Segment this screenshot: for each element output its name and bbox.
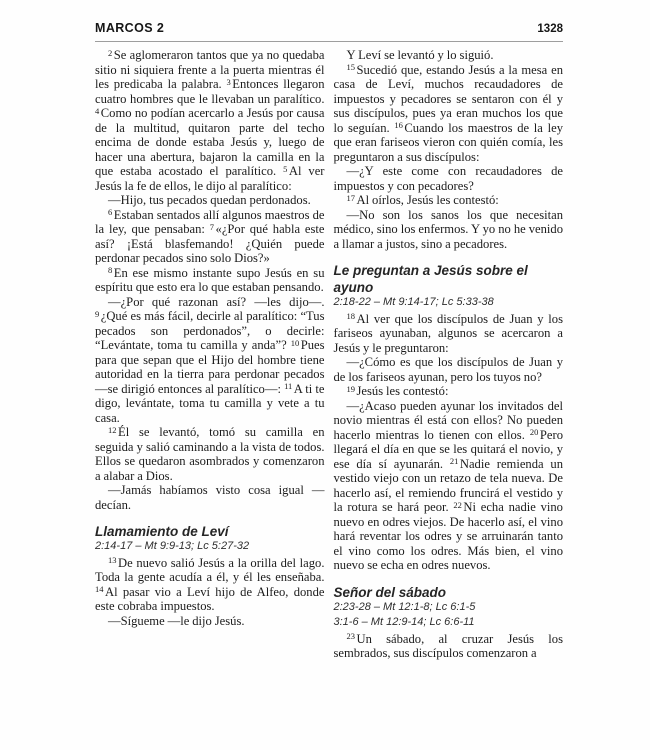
section-heading: Le preguntan a Jesús sobre el ayuno	[333, 263, 528, 295]
dialogue-paragraph: —Sígueme —le dijo Jesús.	[108, 613, 245, 628]
verse-paragraph: $^{17}$ Al oírlos, Jesús les contestó:	[346, 192, 499, 207]
cross-reference: 2:14-17 – Mt 9:9-13; Lc 5:27-32	[95, 540, 250, 552]
verse-paragraph: $^2$ Se aglomeraron tantos que ya no quedaba sitio ni siquiera frente a la puerta mientras él les predicaba la palabra. $^3$ Entonces llegaron cuatro hombres que le llevaban un paralítico. $^4$ Como no podían acercarlo a Jesús por causa de la multitud, quitaron parte del techo encima de donde estaba Jesús y, luego de hacer una abertura, bajaron la camilla en la que estaba acostado el paralítico. $^5$ Al ver Jesús la fe de ellos, le dijo al paralítico:	[95, 47, 325, 193]
text-column-right	[334, 48, 564, 661]
verse-paragraph: $^{12}$ Él se levantó, tomó su camilla en seguida y salió caminando a la vista de todos. Ellos se quedaron asombrados y comenzaron a alabar a Dios.	[95, 424, 325, 483]
verse-paragraph: $^{15}$ Sucedió que, estando Jesús a la mesa en casa de Leví, muchos recaudadores de impuestos y pecadores se sentaron con él y sus discípulos, pues ya eran muchos los que lo seguían. $^{16}$ Cuando los maestros de la ley que eran fariseos vieron con quién comía, les preguntaron a sus discípulos:	[333, 62, 564, 164]
verse-paragraph: Y Leví se levantó y lo siguió.	[346, 48, 494, 62]
dialogue-paragraph: —¿Cómo es que los discípulos de Juan y de los fariseos ayunan, pero los tuyos no?	[333, 355, 563, 384]
verse-paragraph: $^{23}$ Un sábado, al cruzar Jesús los sembrados, sus discípulos comenzaron a	[333, 631, 563, 660]
page-number: 1328	[537, 23, 563, 35]
section-heading: Llamamiento de Leví	[95, 524, 229, 539]
verse-paragraph: $^{18}$ Al ver que los discípulos de Juan y los fariseos ayunaban, algunos se acercaron a Jesús y le preguntaron:	[333, 311, 563, 355]
text-column-left	[95, 48, 325, 661]
dialogue-paragraph: —No son los sanos los que necesitan médico, sino los enfermos. Y yo no he venido a llamar a justos, sino a pecadores.	[333, 207, 563, 251]
verse-paragraph: $^8$ En ese mismo instante supo Jesús en su espíritu que esto era lo que estaban pensando.	[95, 265, 325, 294]
verse-paragraph: $^6$ Estaban sentados allí algunos maestros de la ley, que pensaban: $^7$ «¿Por qué habla este así? ¡Está blasfemando! ¿Quién puede perdonar pecados sino solo Dios?»	[95, 207, 325, 265]
dialogue-paragraph: —¿Y este come con recaudadores de impuestos y con pecadores?	[333, 164, 563, 193]
dialogue-paragraph: —¿Por qué razonan así? —les dijo—. $^9$ ¿Qué es más fácil, decirle al paralítico: “Tus pecados son perdonados”, o decirle: “Levántate, toma tu camilla y anda”? $^{10}$ Pues para que sepan que el Hijo del hombre tiene autoridad en la tierra para perdonar pecados —se dirigió entonces al paralítico—: $^{11}$ A ti te digo, levántate, toma tu camilla y vete a tu casa.	[95, 294, 325, 425]
two-column-text	[95, 48, 563, 661]
page-content	[95, 21, 563, 661]
verse-paragraph: $^{19}$ Jesús les contestó:	[346, 383, 449, 398]
cross-reference: 2:18-22 – Mt 9:14-17; Lc 5:33-38	[333, 296, 494, 308]
section-heading: Señor del sábado	[333, 584, 447, 600]
dialogue-paragraph: —Jamás habíamos visto cosa igual —decían.	[95, 483, 325, 512]
dialogue-paragraph: —Hijo, tus pecados quedan perdonados.	[108, 193, 311, 207]
running-head-book-chapter: MARCOS 2	[95, 21, 165, 35]
page-header	[95, 21, 563, 42]
cross-reference: 3:1-6 – Mt 12:9-14; Lc 6:6-11	[333, 616, 475, 628]
verse-paragraph: $^{13}$ De nuevo salió Jesús a la orilla del lago. Toda la gente acudía a él, y él les enseñaba. $^{14}$ Al pasar vio a Leví hijo de Alfeo, donde este cobraba impuestos.	[95, 555, 325, 613]
dialogue-paragraph: —¿Acaso pueden ayunar los invitados del novio mientras él está con ellos? No pueden hacerlo mientras lo tienen con ellos. $^{20}$ Pero llegará el día en que se les quitará el novio, y ese día sí ayunarán. $^{21}$ Nadie remienda un vestido viejo con un retazo de tela nueva. De hacerlo así, el remiendo fruncirá el vestido y la rotura se hará peor. $^{22}$ Ni echa nadie vino nuevo en odres viejos. De hacerlo así, el vino hará reventar los odres y se arruinarán tanto el vino como los odres. Más bien, el vino nuevo se echa en odres nuevos.	[333, 398, 563, 572]
cross-reference: 2:23-28 – Mt 12:1-8; Lc 6:1-5	[333, 600, 476, 613]
